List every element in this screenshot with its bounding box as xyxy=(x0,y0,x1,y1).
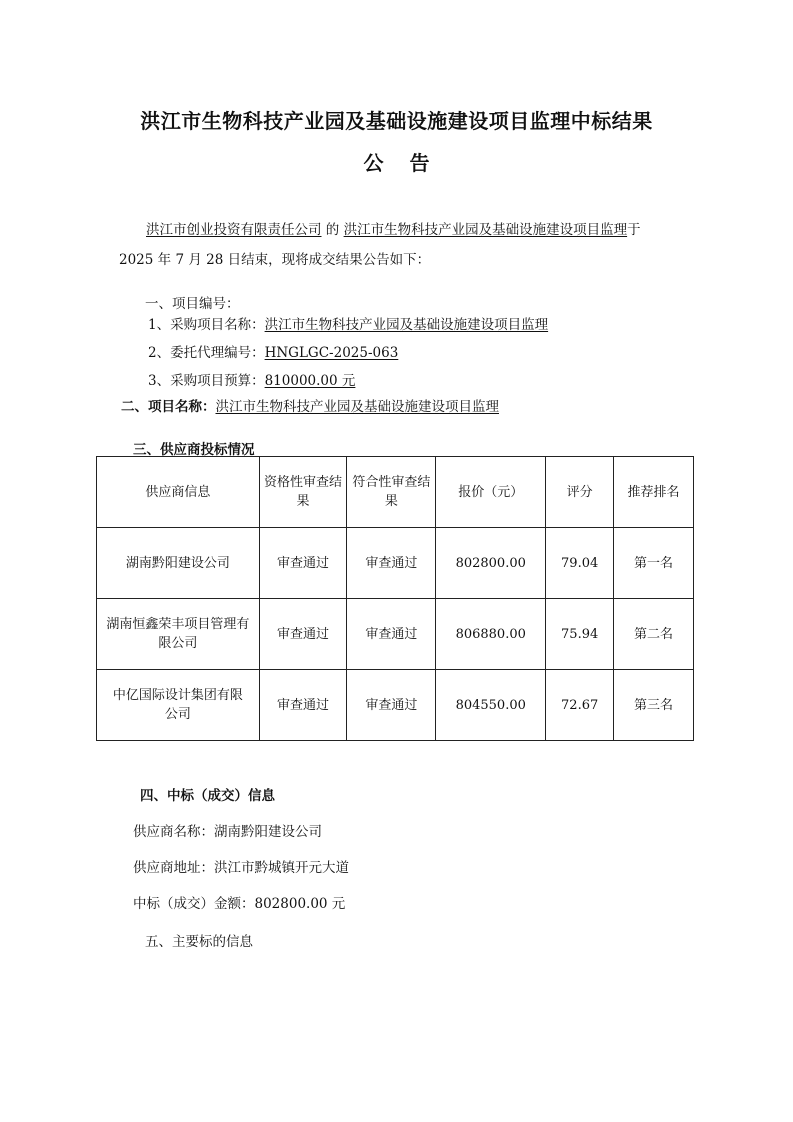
cell-qualification: 审查通过 xyxy=(259,670,347,741)
cell-supplier: 湖南黔阳建设公司 xyxy=(97,528,260,599)
section-5-label: 五、主要标的信息 xyxy=(145,934,253,950)
winner-supplier-name: 供应商名称：湖南黔阳建设公司 xyxy=(133,824,322,840)
item-value: 洪江市生物科技产业园及基础设施建设项目监理 xyxy=(264,317,549,333)
purchaser-name: 洪江市创业投资有限责任公司 xyxy=(146,222,322,238)
section-4-heading: 四、中标（成交）信息 xyxy=(140,788,275,804)
col-header-score: 评分 xyxy=(546,457,614,528)
item-label: 2、委托代理编号： xyxy=(148,345,265,361)
col-header-qualification: 资格性审查结果 xyxy=(259,457,347,528)
section-2-heading: 二、项目名称： xyxy=(121,399,216,415)
cell-score: 72.67 xyxy=(546,670,614,741)
table-header-row xyxy=(97,457,694,528)
col-header-conformity: 符合性审查结果 xyxy=(347,457,436,528)
section-2-value: 洪江市生物科技产业园及基础设施建设项目监理 xyxy=(215,399,499,415)
page-title: 洪江市生物科技产业园及基础设施建设项目监理中标结果 xyxy=(140,109,653,133)
col-header-rank: 推荐排名 xyxy=(614,457,694,528)
item-budget xyxy=(148,369,355,389)
bid-table xyxy=(96,456,694,741)
cell-qualification: 审查通过 xyxy=(259,528,347,599)
intro-yu: 于 xyxy=(627,222,641,238)
cell-qualification: 审查通过 xyxy=(259,599,347,670)
col-header-supplier: 供应商信息 xyxy=(97,457,260,528)
table-row xyxy=(97,599,694,670)
cell-score: 75.94 xyxy=(546,599,614,670)
item-agent-code xyxy=(148,341,398,361)
cell-rank: 第一名 xyxy=(614,528,694,599)
cell-price: 802800.00 xyxy=(436,528,546,599)
winning-amount: 中标（成交）金额：802800.00 元 xyxy=(133,896,346,912)
cell-price: 804550.00 xyxy=(436,670,546,741)
item-value: 810000.00 元 xyxy=(264,373,356,389)
cell-supplier: 中亿国际设计集团有限公司 xyxy=(97,670,260,741)
table-row xyxy=(97,670,694,741)
intro-project-name: 洪江市生物科技产业园及基础设施建设项目监理 xyxy=(343,222,628,238)
intro-of: 的 xyxy=(325,222,340,238)
item-value: HNGLGC-2025-063 xyxy=(264,345,399,361)
item-label: 1、采购项目名称： xyxy=(148,317,265,333)
cell-conformity: 审查通过 xyxy=(347,599,436,670)
cell-rank: 第二名 xyxy=(614,599,694,670)
intro-line-1 xyxy=(146,218,641,238)
table-row xyxy=(97,528,694,599)
intro-line-2: 2025 年 7 月 28 日结束，现将成交结果公告如下： xyxy=(119,252,431,268)
page-subtitle: 公告 xyxy=(363,151,456,175)
section-1-heading xyxy=(145,292,240,312)
cell-conformity: 审查通过 xyxy=(347,528,436,599)
section-5-heading xyxy=(145,930,253,950)
cell-supplier: 湖南恒鑫荣丰项目管理有限公司 xyxy=(97,599,260,670)
cell-conformity: 审查通过 xyxy=(347,670,436,741)
item-label: 3、采购项目预算： xyxy=(148,373,265,389)
section-1-label: 一、项目编号： xyxy=(145,296,240,312)
winner-supplier-address: 供应商地址：洪江市黔城镇开元大道 xyxy=(133,860,349,876)
cell-price: 806880.00 xyxy=(436,599,546,670)
section-3-heading: 三、供应商投标情况 xyxy=(133,442,255,458)
cell-rank: 第三名 xyxy=(614,670,694,741)
item-project-name xyxy=(148,313,548,333)
col-header-price: 报价（元） xyxy=(436,457,546,528)
cell-score: 79.04 xyxy=(546,528,614,599)
section-2 xyxy=(121,395,499,415)
